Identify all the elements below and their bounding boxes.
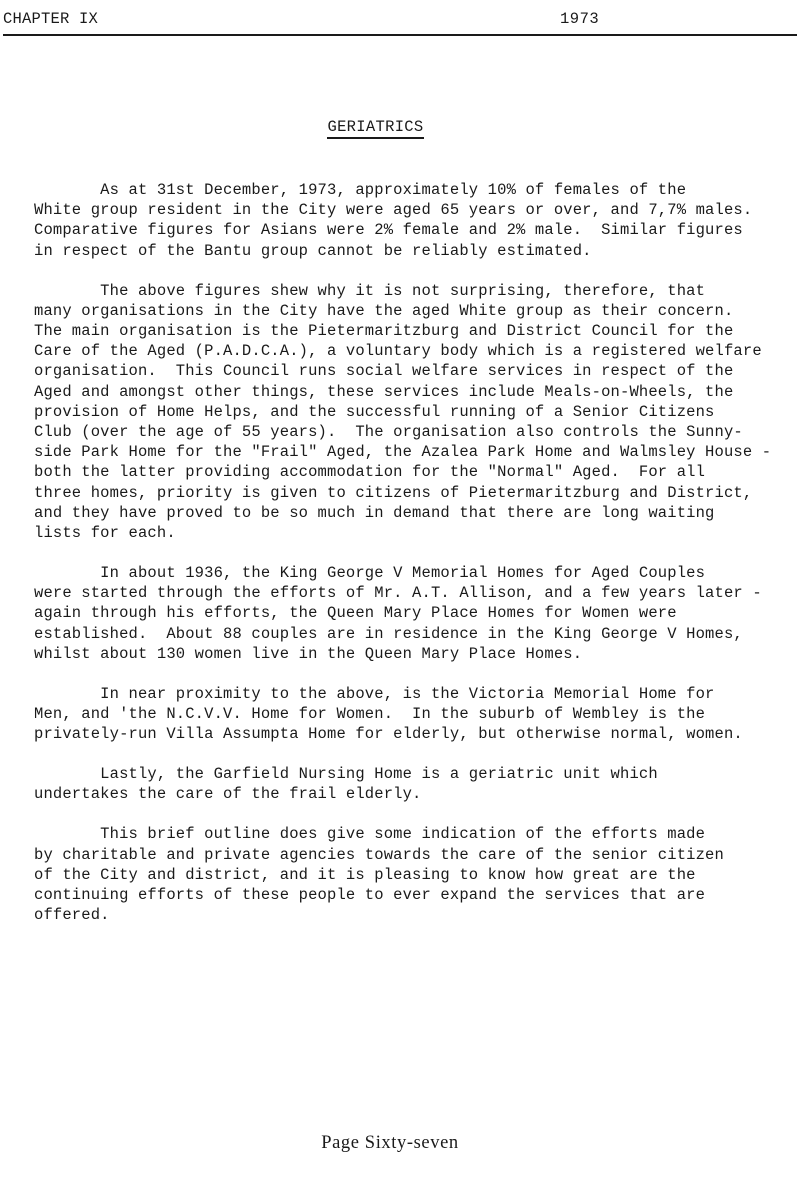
section-title <box>0 118 751 136</box>
text-line: Comparative figures for Asians were 2% female and 2% male. Similar figures <box>34 221 743 240</box>
paragraph <box>34 824 794 925</box>
paragraph <box>34 180 794 261</box>
text-line: In near proximity to the above, is the Victoria Memorial Home for <box>34 684 715 703</box>
text-line: undertakes the care of the frail elderly. <box>34 785 422 804</box>
chapter-label: CHAPTER IX <box>3 10 99 28</box>
text-line: Men, and 'the N.C.V.V. Home for Women. In the suburb of Wembley is the <box>34 705 706 724</box>
text-line: The above figures shew why it is not surprising, therefore, that <box>34 281 706 300</box>
text-line: were started through the efforts of Mr. A.T. Allison, and a few years later - <box>34 584 762 603</box>
text-line: This brief outline does give some indication of the efforts made <box>34 825 706 844</box>
text-line: White group resident in the City were aged 65 years or over, and 7,7% males. <box>34 201 753 220</box>
text-line: provision of Home Helps, and the successful running of a Senior Citizens <box>34 402 715 421</box>
text-line: Care of the Aged (P.A.D.C.A.), a voluntary body which is a registered welfare <box>34 342 762 361</box>
body-text <box>34 180 794 945</box>
text-line: lists for each. <box>34 524 176 543</box>
text-line: side Park Home for the "Frail" Aged, the Azalea Park Home and Walmsley House - <box>34 443 772 462</box>
page-number: Page Sixty-seven <box>321 1133 459 1153</box>
text-line: privately-run Villa Assumpta Home for elderly, but otherwise normal, women. <box>34 725 743 744</box>
text-line: again through his efforts, the Queen Mary Place Homes for Women were <box>34 604 677 623</box>
paragraph <box>34 281 794 544</box>
paragraph <box>34 563 794 664</box>
page-header <box>3 10 797 36</box>
text-line: whilst about 130 women live in the Queen Mary Place Homes. <box>34 644 583 663</box>
paragraph <box>34 684 794 745</box>
text-line: offered. <box>34 906 110 925</box>
text-line: in respect of the Bantu group cannot be reliably estimated. <box>34 241 592 260</box>
text-line: Club (over the age of 55 years). The organisation also controls the Sunny- <box>34 423 743 442</box>
text-line: three homes, priority is given to citizens of Pietermaritzburg and District, <box>34 483 753 502</box>
text-line: As at 31st December, 1973, approximately 10% of females of the <box>34 181 687 199</box>
text-line: both the latter providing accommodation for the "Normal" Aged. For all <box>34 463 706 482</box>
text-line: Lastly, the Garfield Nursing Home is a geriatric unit which <box>34 765 658 784</box>
text-line: established. About 88 couples are in residence in the King George V Homes, <box>34 624 743 643</box>
text-line: Aged and amongst other things, these services include Meals-on-Wheels, the <box>34 382 734 401</box>
text-line: of the City and district, and it is pleasing to know how great are the <box>34 865 696 884</box>
text-line: by charitable and private agencies towards the care of the senior citizen <box>34 845 724 864</box>
text-line: and they have proved to be so much in demand that there are long waiting <box>34 503 715 522</box>
text-line: In about 1936, the King George V Memorial Homes for Aged Couples <box>34 564 706 583</box>
text-line: many organisations in the City have the aged White group as their concern. <box>34 301 734 320</box>
text-line: The main organisation is the Pietermaritzburg and District Council for the <box>34 322 734 341</box>
section-title-text: GERIATRICS <box>327 118 423 139</box>
paragraph <box>34 764 794 804</box>
year-label: 1973 <box>560 10 600 28</box>
text-line: organisation. This Council runs social welfare services in respect of the <box>34 362 734 381</box>
text-line: continuing efforts of these people to ever expand the services that are <box>34 886 706 905</box>
